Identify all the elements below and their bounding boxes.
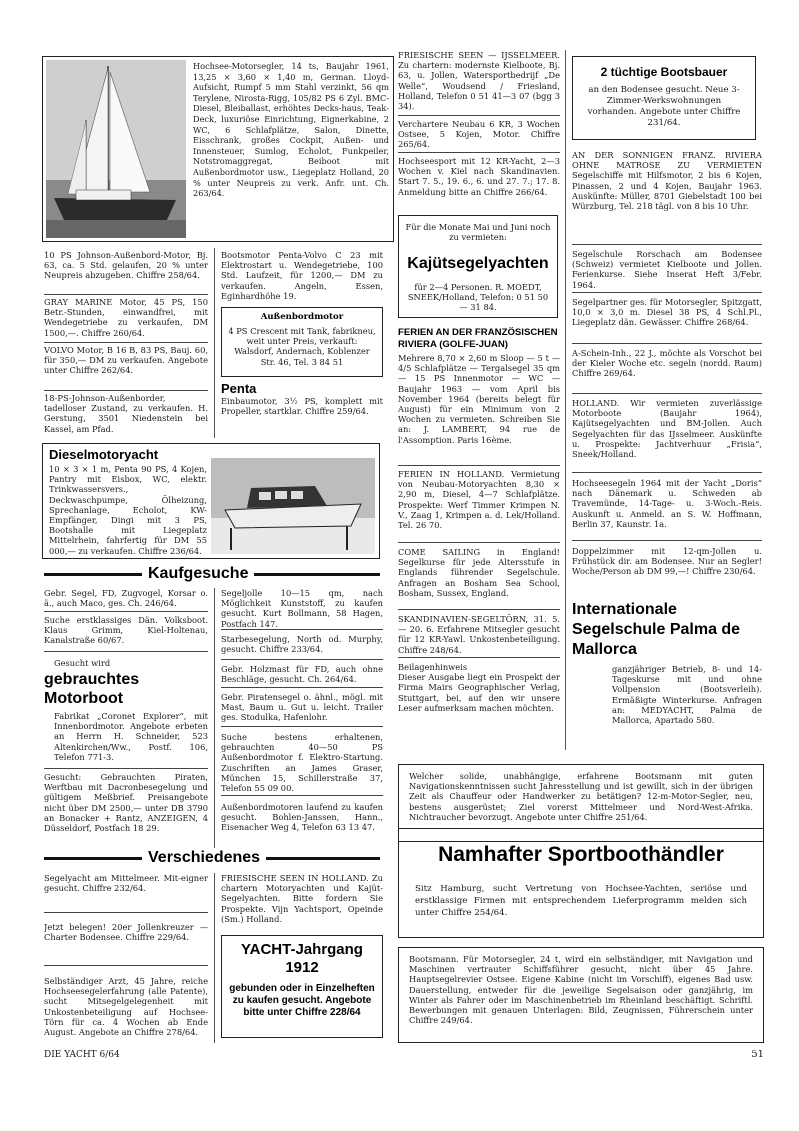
ad-volvo-motor: VOLVO Motor, B 16 B, 83 PS, Bauj. 60, für 350,— DM zu verkaufen. Angebote unter Chiffre 262/64. bbox=[44, 345, 208, 376]
aussenbordmotor-ad bbox=[221, 307, 383, 377]
sailboat-photo bbox=[46, 60, 186, 238]
yacht-jahrgang-title: YACHT-Jahrgang 1912 bbox=[241, 941, 363, 976]
beilagenhinweis: Beilagenhinweis Dieser Ausgabe liegt ein Prospekt der Firma Mairs Geographischer Verlag, Stuttgart, bei, auf den wir unsere Leser aufmerksam machen möchten. bbox=[398, 662, 560, 713]
ferien-riviera-title: FERIEN AN DER FRANZÖSISCHEN RIVIERA (GOLFE-JUAN) bbox=[398, 327, 558, 350]
yacht-jahrgang-text: gebunden oder in Einzelheften zu kaufen gesucht. Angebote bitte unter Chiffre 228/64 bbox=[229, 983, 375, 1018]
ad-come-sailing: COME SAILING in England! Segelkurse für jede Altersstufe in Englands führender Segelschule. Anfragen an Bosham Sea School, Bosham, Sussex, England. bbox=[398, 547, 560, 598]
penta-text: Einbaumotor, 3½ PS, komplett mit Propeller, startklar. Chiffre 259/64. bbox=[221, 396, 383, 417]
kajuet-intro: Für die Monate Mai und Juni noch zu vermieten: bbox=[405, 222, 551, 243]
sportboothaendler-title: Namhafter Sportboothändler bbox=[438, 843, 724, 866]
section-kaufgesuche bbox=[44, 566, 380, 582]
ad-daen-volksboot: Suche erstklassiges Dän. Volksboot. Klaus Grimm, Kiel-Holtenau, Kanalstraße 60/67. bbox=[44, 615, 208, 646]
ad-friesische-seen-ijsselmeer: FRIESISCHE SEEN — IJSSELMEER. Zu chartern: modernste Kielboote, Bj. 63, u. Jollen, Watersportbedrijf „De Welle“, Woudsend / Friesland, Holland, Telefon 0 51 41—3 07 (bgg 3 34). bbox=[398, 50, 560, 112]
yacht-jahrgang-ad bbox=[221, 935, 383, 1038]
sailboat-ad bbox=[42, 56, 394, 242]
ad-penta-volvo-c23: Bootsmotor Penta-Volvo C 23 mit Elektrostart u. Wendegetriebe, 100 Std. Laufzeit, für 1200,— DM zu verkaufen. Angeln, Essen, Eginhardhöhe 19. bbox=[221, 250, 383, 301]
sailboat-ad-text: Hochsee-Motorsegler, 14 ts, Baujahr 1961, 13,25 × 3,60 × 1,40 m, German. Lloyd-Aufsicht, Rumpf 5 mm Stahl verzinkt, 56 qm Terylene, Nirosta-Rigg, 105/82 PS 6 Zyl. BMC-Diesel, Bleiballast, erhöhtes Decks-haus, Teak-Deck, luxuriöse Einrichtung, Eignerkabine, 2 WC, 6 Schlafplätze, Salon, Dinette, Eisschrank, großes Cockpit, Außen- und Innensteuer, Sumlog, Echolot, Funkpeiler, Notstromaggregat, Beiboot mit Außenbordmotor usw., Liegeplatz Holland, 20 % unter Neupreis zu verk. Anfr. unt. Ch. 263/64. bbox=[193, 61, 389, 199]
sportboothaendler-text: Sitz Hamburg, sucht Vertretung von Hochsee-Yachten, seriöse und erstklassige Firmen mit entsprechendem Lieferprogramm melden sich unter Chiffre 254/64. bbox=[415, 884, 747, 918]
ad-segelyacht-mittelmeer: Segelyacht am Mittelmeer. Mit-eigner gesucht. Chiffre 232/64. bbox=[44, 873, 208, 894]
motor-yacht-photo bbox=[211, 458, 375, 554]
ad-jollenkreuzer: Jetzt belegen! 20er Jollenkreuzer — Charter Bodensee. Chiffre 229/64. bbox=[44, 922, 208, 943]
gesucht-wird: Gesucht wird bbox=[54, 658, 111, 668]
kajuetsegelyachten-ad bbox=[398, 215, 558, 318]
ad-ferien-holland: FERIEN IN HOLLAND. Vermietung von Neubau-Motoryachten 8,30 × 2,90 m, Diesel, 4—7 Schlafplätze. Prospekte: Werf Timmer Krimpen N. V., Zaag 1, Krimpen a. d. Lek/Holland. Tel. 26 70. bbox=[398, 469, 560, 531]
diesel-yacht-ad bbox=[42, 443, 380, 559]
ad-skandinavien: SKANDINAVIEN-SEGELTÖRN, 31. 5. — 20. 6. Erfahrene Mitsegler gesucht für 12 KR-Yawl. Unkostenbeteiligung. Chiffre 248/64. bbox=[398, 614, 560, 655]
footer-magazine: DIE YACHT 6/64 bbox=[44, 1050, 120, 1060]
bootsmann-ad-2 bbox=[398, 947, 764, 1043]
aussenbordmotor-text: 4 PS Crescent mit Tank, fabrikneu, weit unter Preis, verkauft: Walsdorf, Andernach, Koblenzer Str. 46, Tel. 3 84 51 bbox=[228, 326, 376, 367]
ad-verchartere: Verchartere Neubau 6 KR, 3 Wochen Ostsee, 5 Kojen, Motor. Chiffre 265/64. bbox=[398, 119, 560, 150]
ad-coronet: Fabrikat „Coronet Explorer“, mit Innenbordmotor. Angebote erbeten an Herrn H. Schneider, 523 Altenkirchen/Ww., Postf. 106, Telefon 771-3. bbox=[54, 711, 208, 762]
ad-holland-motorboote: HOLLAND. Wir vermieten zuverlässige Motorboote (Baujahr 1964), Kajütsegelyachten und BM-Jollen. Auch Segelyachten für das IJsselmeer. Auskünfte u. Prospekte: Jachtverhuur „Frisia“, Sneek/Holland. bbox=[572, 398, 762, 460]
ad-gebr-segel: Gebr. Segel, FD, Zugvogel, Korsar o. ä., auch Maco, ges. Ch. 246/64. bbox=[44, 588, 208, 609]
ad-segeljolle: Segeljolle 10—15 qm, nach Möglichkeit Kunststoff, zu kaufen gesucht. Kurt Bollmann, 58 Hagen, Postfach 147. bbox=[221, 588, 383, 629]
diesel-yacht-title: Dieselmotoryacht bbox=[49, 447, 159, 462]
internationale-segelschule-title: Internationale Segelschule Palma de Mallorca bbox=[572, 601, 741, 658]
ad-aussenbordmotoren-laufend: Außenbordmotoren laufend zu kaufen gesucht. Bohlen-Janssen, Hann., Eisenacher Weg 4, Telefon 63 13 47. bbox=[221, 802, 383, 833]
internationale-segelschule-text: ganzjähriger Betrieb, 8- und 14-Tageskurse mit und ohne Vollpension (Bootsverleih). Ermäßigte Winterkurse. Anfragen an: MEDYACHT, Palma de Mallorca, Apartado 580. bbox=[612, 664, 762, 726]
ad-gray-marine: GRAY MARINE Motor, 45 PS, 150 Betr.-Stunden, einwandfrei, mit Wendegetriebe zu verkaufen, DM 1500,—. Chiffre 260/64. bbox=[44, 297, 208, 338]
ad-friesische-seen-holland: FRIESISCHE SEEN IN HOLLAND. Zu chartern Motoryachten und Kajüt-Segelyachten. Bitte fordern Sie Prospekte. Vijn Yachtsport, Opeinde (Sm.) Holland. bbox=[221, 873, 383, 924]
ad-holzmast: Gebr. Holzmast für FD, auch ohne Beschläge, gesucht. Ch. 264/64. bbox=[221, 664, 383, 685]
ad-doppelzimmer: Doppelzimmer mit 12-qm-Jollen u. Frühstück dir. am Bodensee. Nur an Segler! Woche/Person ab DM 99,—! Chiffre 230/64. bbox=[572, 546, 762, 577]
ad-a-schein: A-Schein-Inh., 22 J., möchte als Vorschot bei der Kieler Woche etc. segeln (nordd. Raum) Chiffre 269/64. bbox=[572, 348, 762, 379]
ad-hochseesport: Hochseesport mit 12 KR-Yacht, 2—3 Wochen v. Kiel nach Skandinavien. Start 7. 5., 19. 6., 6. und 27. 7.; 17. 8. Anmeldung bitte an Chiffre 266/64. bbox=[398, 156, 560, 197]
diesel-yacht-text: 10 × 3 × 1 m, Penta 90 PS, 4 Kojen, Pantry mit Eisbox, WC, elektr. Trinkwassersvers., Deckwaschpumpe, Ölheizung, Sprechanlage, Echolot, KW-Empfänger, Dingi mit 3 PS, Bootshalle mit Liegeplatz Mittelrhein, fahrfertig für DM 55 000,— zu verkaufen. Chiffre 236/64. bbox=[49, 464, 207, 556]
aussenbordmotor-title: Außenbordmotor bbox=[260, 312, 344, 322]
ferien-riviera-text: Mehrere 8,70 × 2,60 m Sloop — 5 t — 4/5 Schlafplätze — Tergalsegel 35 qm — 15 PS Innenmotor — WC — Baujahr 1963 — vom April bis November 1964 (bereits belegt für August) für ein Minimum von 2 Wochen zu vermieten. Schreiben Sie an: J. LAMBERT, 94 rue de l'Assomption. Paris 16ème. bbox=[398, 353, 560, 445]
bootsmann-ad-1-text: Welcher solide, unabhängige, erfahrene Bootsmann mit guten Navigationskenntnissen sucht Jahresstellung und ist gewillt, sich in der übrigen Zeit als Chauffeur oder Handwerker zu betätigen? 12-m-Motor-Segler, neu, bestens ausgerüstet; Ziel vorerst Mittelmeer und Nord-West-Afrika. Nichtraucher bevorzugt. Angebote unter Chiffre 251/64. bbox=[409, 771, 753, 822]
ad-suche-aussenbordmotor: Suche bestens erhaltenen, gebrauchten 40—50 PS Außenbordmotor f. Elektro-Startung. Zuschriften an James Graser, München 15, Schillerstraße 37, Telefon 55 09 00. bbox=[221, 732, 383, 794]
sportboothaendler-ad bbox=[398, 828, 764, 938]
ad-johnson-10ps: 10 PS Johnson-Außenbord-Motor, Bj. 63, ca. 5 Std. gelaufen, 20 % unter Neupreis abzugeben. Chiffre 258/64. bbox=[44, 250, 208, 281]
ad-hochseesegeln-doris: Hochseesegeln 1964 mit der Yacht „Doris“ nach Dänemark u. Schweden ab Travemünde, 14-Tage- u. 3-Woch.-Reis. Auskunft u. Anmeld. an S. W. Hoffmann, Berlin 37, Kaunstr. 1a. bbox=[572, 478, 762, 529]
page-number: 51 bbox=[751, 1050, 764, 1060]
ad-johnson-18ps: 18-PS-Johnson-Außenborder, tadelloser Zustand, zu verkaufen. H. Gerstung, 3501 Niedenstein bei Kassel, am Pfad. bbox=[44, 393, 208, 434]
ad-starbesegelung: Starbesegelung, North od. Murphy, gesucht. Chiffre 233/64. bbox=[221, 634, 383, 655]
kaufgesuche-header: Kaufgesuche bbox=[142, 565, 254, 583]
ad-gebr-piraten: Gesucht: Gebrauchten Piraten, Werftbau mit Dacronbesegelung und gültigem Meßbrief. Preisangebote nicht über DM 2500,— unter DB 3790 an Bonacker + Rantz, ANZEIGEN, 4 Düsseldorf, Postfach 18 29. bbox=[44, 772, 208, 834]
gebrauchtes-motorboot-title: gebrauchtes Motorboot bbox=[44, 671, 140, 707]
ad-segelpartner: Segelpartner ges. für Motorsegler, Spitzgatt, 10,0 × 3,0 m. Diesel 38 PS, 4 Schl.Pl., Liegeplatz dän. Gewässer. Chiffre 268/64. bbox=[572, 297, 762, 328]
bootsbauer-ad bbox=[572, 56, 756, 140]
penta-title: Penta bbox=[221, 381, 257, 396]
kajuet-text: für 2—4 Personen. R. MOEDT, SNEEK/Holland, Telefon: 0 51 50 — 31 84. bbox=[407, 282, 549, 313]
section-verschiedenes bbox=[44, 850, 380, 866]
ad-segelschule-rorschach: Segelschule Rorschach am Bodensee (Schweiz) vermietet Kielboote und Jollen. Ferienkurse. Siehe Inserat Heft 3/Febr. 1964. bbox=[572, 249, 762, 290]
ad-piratensegel: Gebr. Piratensegel o. ähnl., mögl. mit Mast, Baum u. Gut u. leicht. Trailer ges. Stodulka, Hafenlohr. bbox=[221, 692, 383, 723]
verschiedenes-header: Verschiedenes bbox=[142, 849, 266, 867]
bootsbauer-title: 2 tüchtige Bootsbauer bbox=[600, 65, 728, 79]
bootsbauer-text: an den Bodensee gesucht. Neue 3-Zimmer-Werkswohnungen vorhanden. Angebote unter Chiffre 231/64. bbox=[587, 85, 741, 128]
ad-arzt: Selbständiger Arzt, 45 Jahre, reiche Hochseesegelerfahrung (alle Patente), sucht Mitsegelgelegenheit mit Unkostenbeteiligung auf Hochsee-Törn für ca. 4 Wochen ab Ende August. Angebote an Chiffre 278/64. bbox=[44, 976, 208, 1038]
bootsmann-ad-2-text: Bootsmann. Für Motorsegler, 24 t, wird ein selbständiger, mit Navigation und Maschinen vertrauter Schiffsführer gesucht, nicht über 45 Jahre. Hauptsegelrevier Ostsee. Eigene Kabine (nicht im Vorschiff), eigenes Bad usw. Dauerstellung, entweder für die jeweilige Segelsaison oder ganzjährig, im Winter als Fahrer oder im Maschinenbetrieb im Rheinland beschäftigt. Schriftl. Bewerbungen mit genauen Unterlagen: Bild, Zeugnissen, Führerschein unter Chiffre 249/64. bbox=[409, 954, 753, 1026]
ad-sonnigen-riviera: AN DER SONNIGEN FRANZ. RIVIERA OHNE MATROSE ZU VERMIETEN Segelschiffe mit Hilfsmotor, 2 bis 6 Kojen, Pinassen, 2 und 4 Kojen, Baujahr 1963. Auskünfte: Müller, 8701 Giebelstadt 100 bei Würzburg, Tel. 218 tägl. von 8 bis 10 Uhr. bbox=[572, 150, 762, 212]
kajuet-title: Kajütsegelyachten bbox=[407, 255, 549, 272]
